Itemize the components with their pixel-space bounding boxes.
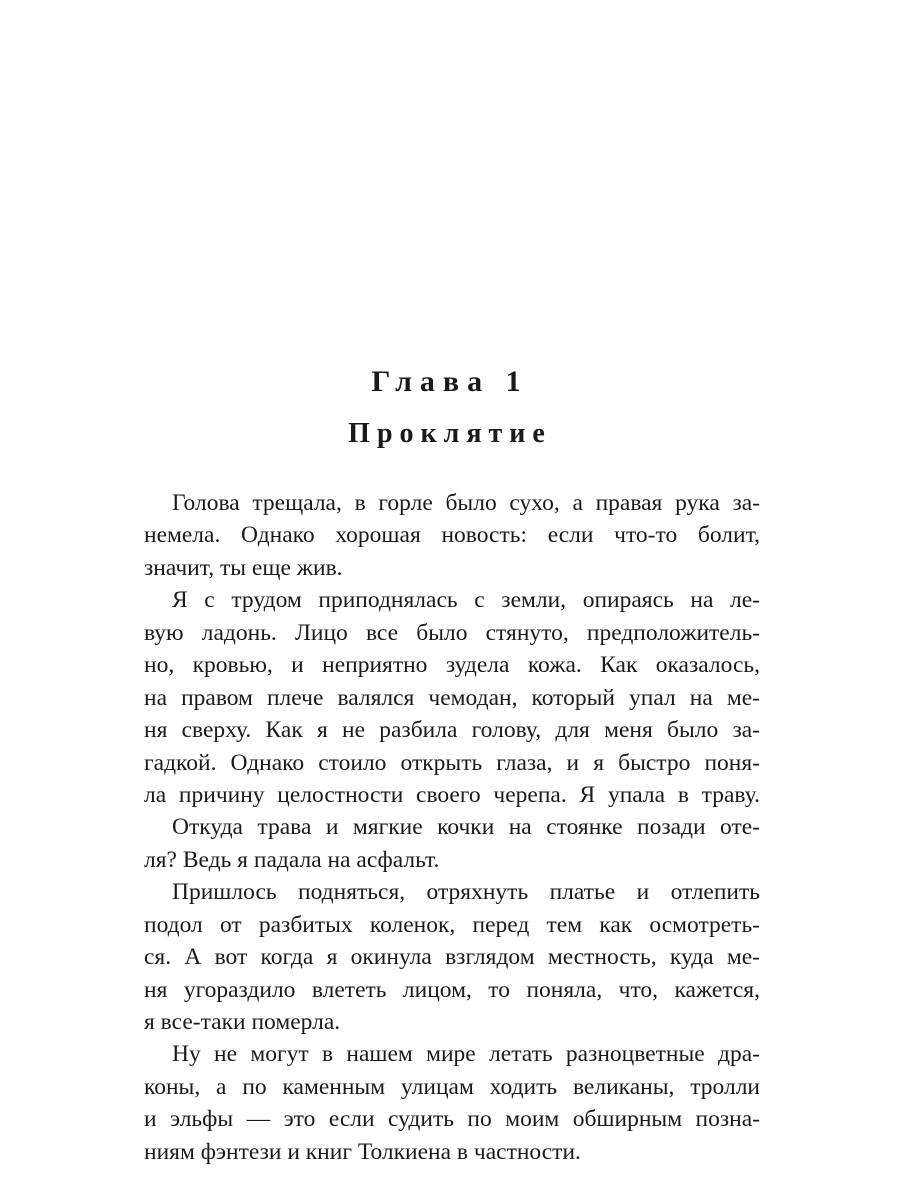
text-line: подол от разбитых коленок, перед тем как осмотреть- [144, 911, 760, 938]
text-line: но, кровью, и неприятно зудела кожа. Как оказалось, [144, 652, 760, 679]
text-line: гадкой. Однако стоило открыть глаза, и я быстро поня- [144, 749, 760, 776]
text-line: значит, ты еще жив. [144, 554, 343, 581]
text-line: ня сверху. Как я не разбила голову, для меня было за- [144, 717, 760, 744]
text-line: Я с трудом приподнялась с земли, опираясь на ле- [172, 587, 760, 614]
text-line: я все-таки померла. [144, 1009, 341, 1035]
text-line: Голова трещала, в горле было сухо, а правая рука за- [172, 490, 760, 516]
text-line: Ну не могут в нашем мире летать разноцветные дра- [172, 1041, 760, 1068]
text-line: вую ладонь. Лицо все было стянуто, предположитель- [144, 619, 760, 646]
chapter-body-text [144, 487, 760, 1168]
text-line: ня угораздило влететь лицом, то поняла, что, кажется, [144, 976, 760, 1003]
text-line: ниям фэнтези и книг Толкиена в частности. [144, 1138, 581, 1165]
text-line: ся. А вот когда я окинула взглядом местность, куда ме- [144, 944, 760, 971]
text-line: и эльфы — это если судить по моим обширным позна- [144, 1106, 760, 1133]
text-line: ла причину целостности своего черепа. Я упала в траву. [144, 781, 760, 808]
text-line: на правом плече валялся чемодан, который упал на ме- [144, 684, 760, 711]
text-line: Пришлось подняться, отряхнуть платье и отлепить [172, 879, 760, 906]
text-line: немела. Однако хорошая новость: если что-то болит, [144, 522, 760, 549]
text-line: коны, а по каменным улицам ходить великаны, тролли [144, 1073, 760, 1100]
chapter-title: Проклятие [348, 418, 552, 449]
text-line: ля? Ведь я падала на асфальт. [144, 846, 440, 873]
chapter-number: Глава 1 [371, 365, 529, 398]
text-line: Откуда трава и мягкие кочки на стоянке позади оте- [172, 814, 760, 841]
